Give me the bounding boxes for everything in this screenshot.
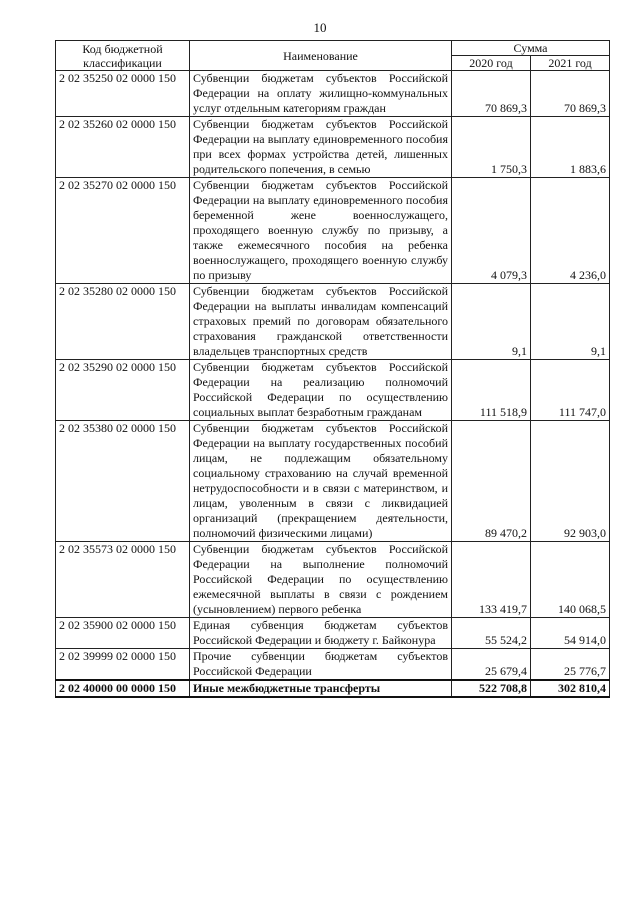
row-name: Единая субвенция бюджетам субъектов Российской Федерации и бюджету г. Байконура	[190, 618, 452, 649]
row-name: Прочие субвенции бюджетам субъектов Российской Федерации	[190, 649, 452, 681]
row-code: 2 02 35270 02 0000 150	[56, 178, 190, 284]
row-amount-2020: 133 419,7	[452, 542, 531, 618]
row-amount-2021: 92 903,0	[531, 421, 610, 542]
row-amount-2021: 70 869,3	[531, 71, 610, 117]
row-amount-2020: 89 470,2	[452, 421, 531, 542]
row-amount-2021: 140 068,5	[531, 542, 610, 618]
header-year-2020: 2020 год	[452, 56, 531, 71]
row-code: 2 02 35250 02 0000 150	[56, 71, 190, 117]
table-row	[56, 71, 610, 117]
total-name: Иные межбюджетные трансферты	[190, 680, 452, 697]
table-row	[56, 542, 610, 618]
page-number: 10	[313, 20, 327, 35]
row-name: Субвенции бюджетам субъектов Российской Федерации на реализацию полномочий Российской Федерации по осуществлению социальных выплат безработным гражданам	[190, 360, 452, 421]
total-amount-2020: 522 708,8	[452, 680, 531, 697]
row-amount-2020: 4 079,3	[452, 178, 531, 284]
table-row	[56, 284, 610, 360]
total-amount-2021: 302 810,4	[531, 680, 610, 697]
row-name: Субвенции бюджетам субъектов Российской Федерации на выплату единовременного пособия при всех формах устройства детей, лишенных родительского попечения, в семью	[190, 117, 452, 178]
row-code: 2 02 39999 02 0000 150	[56, 649, 190, 681]
row-code: 2 02 35380 02 0000 150	[56, 421, 190, 542]
row-name: Субвенции бюджетам субъектов Российской Федерации на выплату единовременного пособия беременной жене военнослужащего, проходящего военную службу по призыву, а также ежемесячного пособия на ребенка военнослужащего, проходящего военную службу по призыву	[190, 178, 452, 284]
header-row	[56, 41, 610, 56]
budget-table	[55, 40, 610, 698]
row-amount-2020: 70 869,3	[452, 71, 531, 117]
header-code: Код бюджетной классификации	[56, 41, 190, 71]
row-amount-2021: 25 776,7	[531, 649, 610, 681]
row-name: Субвенции бюджетам субъектов Российской Федерации на выполнение полномочий Российской Федерации по осуществлению ежемесячной выплаты в связи с рождением (усыновлением) первого ребенка	[190, 542, 452, 618]
row-name: Субвенции бюджетам субъектов Российской Федерации на выплату государственных пособий лицам, не подлежащим обязательному социальному страхованию на случай временной нетрудоспособности и в связи с материнством, и лицам, уволенным в связи с ликвидацией организаций (прекращением деятельности, полномочий физическими лицами)	[190, 421, 452, 542]
row-amount-2021: 4 236,0	[531, 178, 610, 284]
row-amount-2021: 1 883,6	[531, 117, 610, 178]
row-amount-2021: 54 914,0	[531, 618, 610, 649]
table-row	[56, 649, 610, 681]
row-name: Субвенции бюджетам субъектов Российской Федерации на выплаты инвалидам компенсаций страховых премий по договорам обязательного страхования гражданской ответственности владельцев транспортных средств	[190, 284, 452, 360]
row-name: Субвенции бюджетам субъектов Российской Федерации на оплату жилищно-коммунальных услуг отдельным категориям граждан	[190, 71, 452, 117]
row-code: 2 02 35290 02 0000 150	[56, 360, 190, 421]
row-code: 2 02 35900 02 0000 150	[56, 618, 190, 649]
header-name: Наименование	[190, 41, 452, 71]
row-amount-2020: 9,1	[452, 284, 531, 360]
table-row	[56, 117, 610, 178]
total-code: 2 02 40000 00 0000 150	[56, 680, 190, 697]
table-row	[56, 618, 610, 649]
row-code: 2 02 35260 02 0000 150	[56, 117, 190, 178]
row-amount-2020: 1 750,3	[452, 117, 531, 178]
header-sum: Сумма	[452, 41, 610, 56]
table-row	[56, 178, 610, 284]
row-amount-2021: 9,1	[531, 284, 610, 360]
row-amount-2020: 25 679,4	[452, 649, 531, 681]
row-code: 2 02 35573 02 0000 150	[56, 542, 190, 618]
header-year-2021: 2021 год	[531, 56, 610, 71]
row-amount-2020: 111 518,9	[452, 360, 531, 421]
table-row	[56, 421, 610, 542]
total-row	[56, 680, 610, 697]
row-amount-2021: 111 747,0	[531, 360, 610, 421]
row-amount-2020: 55 524,2	[452, 618, 531, 649]
row-code: 2 02 35280 02 0000 150	[56, 284, 190, 360]
table-row	[56, 360, 610, 421]
